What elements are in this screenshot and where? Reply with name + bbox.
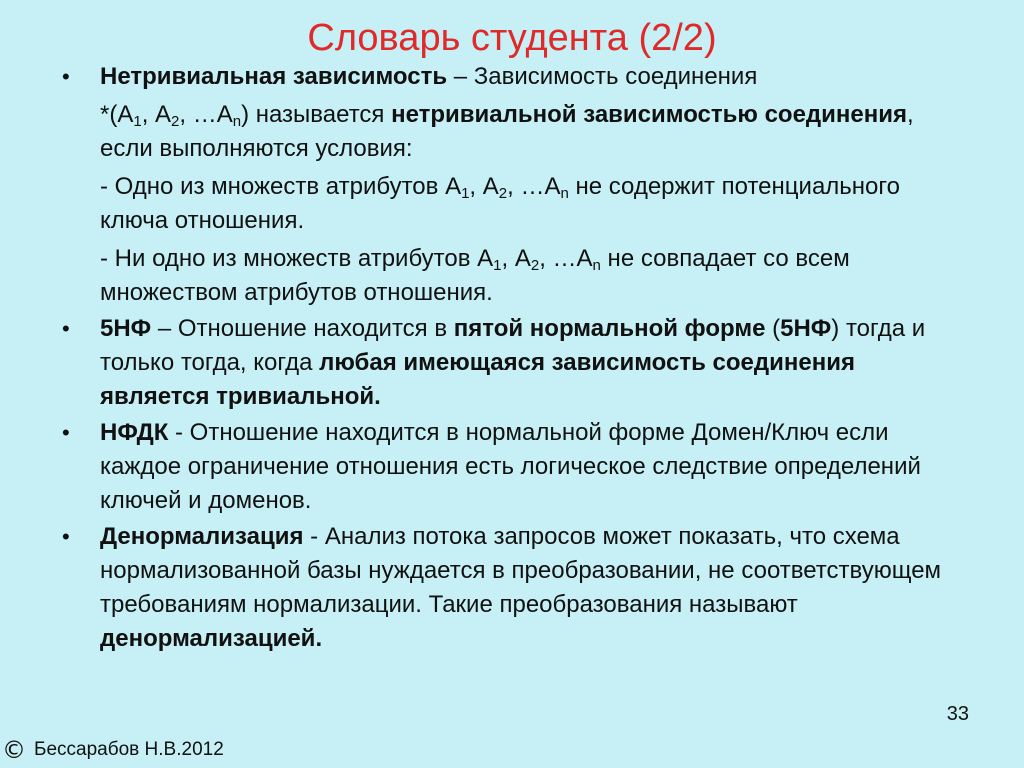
page-number: 33 — [946, 703, 969, 725]
footer — [2, 736, 224, 764]
text-fragment: не совпадает со всем множеством атрибутов отношения. — [100, 245, 850, 306]
term-nontrivial-dependency: Нетривиальная зависимость — [100, 63, 448, 90]
text-fragment: , …А — [179, 101, 233, 128]
text-fragment: – Отношение находится в — [151, 315, 454, 342]
list-item-dknf — [60, 416, 960, 518]
text-fragment: ) называется — [241, 101, 392, 128]
bold-phrase: любая имеющаяся зависимость соединения является тривиальной. — [100, 349, 855, 410]
bold-phrase: 5НФ — [780, 315, 832, 342]
definition-text: - Отношение находится в нормальной форме Домен/Ключ если каждое ограничение отношения есть логическое следствие определений ключей и доменов. — [100, 419, 921, 514]
item-line — [100, 98, 960, 166]
bullet-icon: • — [62, 64, 70, 89]
text-fragment: , А — [469, 173, 499, 200]
subscript: 1 — [133, 113, 142, 130]
bold-phrase: нетривиальной зависимостью соединения — [391, 101, 908, 128]
subscript: n — [560, 185, 569, 202]
text-fragment: , А — [141, 101, 172, 128]
subscript: 1 — [493, 257, 502, 274]
bullet-icon: • — [62, 524, 70, 549]
list-item-nontrivial-dependency — [60, 60, 960, 310]
copyright-icon: © — [2, 736, 26, 764]
term-dknf: НФДК — [100, 419, 169, 446]
term-5nf: 5НФ — [100, 315, 152, 342]
text-fragment: , …А — [507, 173, 561, 200]
item-line — [100, 60, 960, 94]
bullet-icon: • — [62, 420, 70, 445]
subscript: 2 — [171, 113, 180, 130]
subscript: n — [232, 113, 242, 130]
subscript: 2 — [530, 257, 540, 274]
text-fragment: *(А — [100, 101, 134, 128]
subscript: 2 — [498, 185, 508, 202]
subscript: n — [592, 257, 601, 274]
text-fragment: - Ни одно из множеств атрибутов А — [100, 245, 494, 272]
footer-text: Бессарабов Н.В.2012 — [34, 739, 224, 760]
list-item-5nf — [60, 312, 960, 414]
condition-1 — [100, 170, 960, 238]
list-item-denormalization — [60, 520, 960, 656]
term-denormalization: Денормализация — [100, 523, 304, 550]
text-fragment: не содержит потенциального ключа отношения. — [100, 173, 900, 234]
definition-text: – Зависимость соединения — [447, 63, 758, 90]
bold-phrase: денормализацией. — [100, 625, 323, 652]
text-fragment: , если выполняются условия: — [100, 101, 914, 162]
definition-text: - Анализ потока запросов может показать, что схема нормализованной базы нуждается в преобразовании, не соответствующем требованиям нормализации. Такие преобразования называют — [100, 523, 942, 618]
slide-title: Словарь студента (2/2) — [307, 17, 717, 59]
text-fragment: ) тогда и только тогда, когда — [100, 315, 926, 376]
condition-2 — [100, 242, 960, 310]
subscript: 1 — [461, 185, 470, 202]
text-fragment: , …А — [539, 245, 593, 272]
bullet-icon: • — [62, 316, 70, 341]
text-fragment: ( — [765, 315, 781, 342]
text-fragment: , А — [501, 245, 531, 272]
bold-phrase: пятой нормальной форме — [453, 315, 766, 342]
text-fragment: - Одно из множеств атрибутов А — [100, 173, 462, 200]
slide-content — [60, 60, 960, 656]
